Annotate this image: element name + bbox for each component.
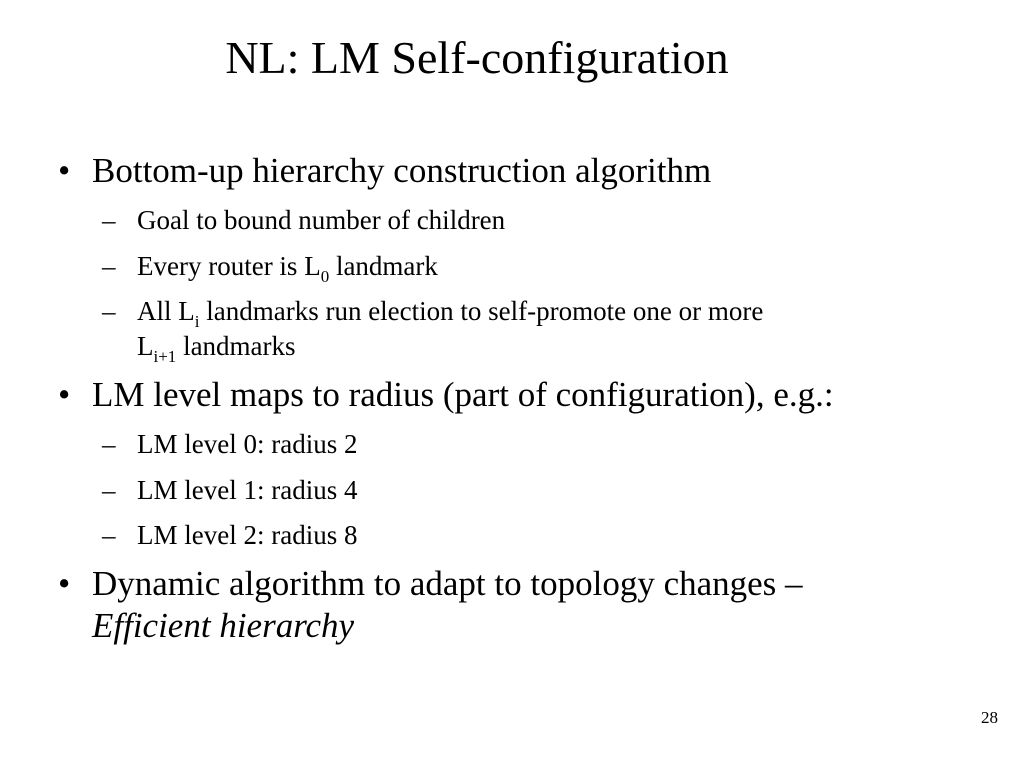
bullet-text: LM level maps to radius (part of configuration), e.g.: [92,375,834,414]
subscript: 0 [320,267,330,286]
sub-bullet-item [102,294,982,364]
dash-icon: – [102,475,116,505]
sub-bullet-item [102,249,982,284]
dash-icon: – [102,429,116,459]
dash-icon: – [102,520,116,550]
sub-bullet-text: Every router is $L_0$ landmark [137,251,438,286]
subscript: i [194,312,200,331]
bullet-text: Dynamic algorithm to adapt to topology changes – Efficient hierarchy [92,564,803,645]
sub-bullet-text: LM level 1: radius 4 [137,475,358,505]
sub-bullet-text: LM level 0: radius 2 [137,429,358,459]
sub-bullet-item [102,473,982,508]
bullet-icon: • [58,375,71,414]
page-number: 28 [981,708,998,727]
bullet-item [58,374,978,416]
sub-bullet-item [102,518,982,553]
subscript: i+1 [153,347,177,366]
dash-icon: – [102,296,116,326]
bullet-icon: • [58,564,71,603]
sub-bullet-text: Goal to bound number of children [137,205,506,235]
bullet-item [58,150,978,192]
dash-icon: – [102,205,116,235]
bullet-icon: • [58,151,71,190]
sub-bullet-item [102,203,982,238]
emphasis-text: Efficient hierarchy [92,606,355,645]
sub-bullet-text: All $L_i$ landmarks run election to self-promote one or more $L_{i+1}$ landmarks [137,296,764,366]
dash-icon: – [102,251,116,281]
bullet-item [58,563,978,647]
sub-bullet-text: LM level 2: radius 8 [137,520,358,550]
slide-title: NL: LM Self-configuration [225,32,729,83]
sub-bullet-item [102,427,982,462]
bullet-text: Bottom-up hierarchy construction algorithm [92,151,712,190]
